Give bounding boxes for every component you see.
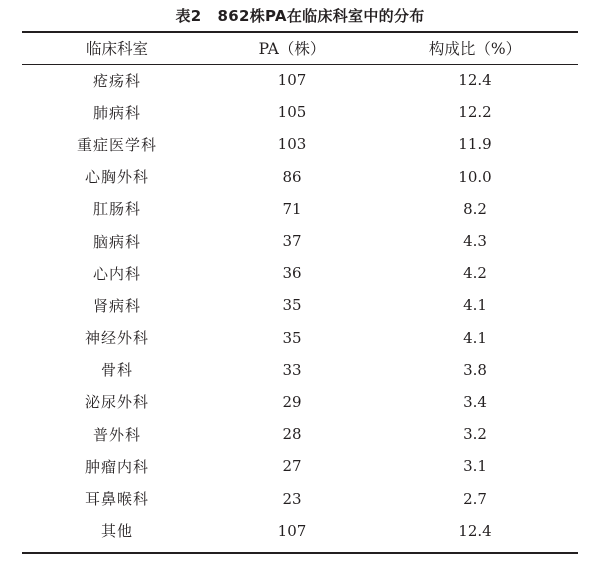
count-cell: 105 xyxy=(277,103,307,122)
table-row xyxy=(22,161,578,193)
ratio-cell: 2.7 xyxy=(463,489,487,508)
table-row xyxy=(22,193,578,225)
ratio-cell: 4.1 xyxy=(463,296,487,315)
department-cell: 普外科 xyxy=(92,425,141,444)
count-cell: 36 xyxy=(282,264,302,283)
count-cell: 27 xyxy=(282,457,302,476)
department-cell: 其他 xyxy=(100,522,133,541)
table-row xyxy=(22,482,578,514)
ratio-cell: 10.0 xyxy=(458,167,492,186)
ratio-cell: 4.2 xyxy=(463,264,487,283)
count-cell: 37 xyxy=(282,232,302,251)
bottom-rule xyxy=(22,552,578,554)
count-cell: 71 xyxy=(282,199,302,218)
count-cell: 28 xyxy=(282,425,302,444)
table-row xyxy=(22,515,578,547)
table-row xyxy=(22,225,578,257)
count-cell: 33 xyxy=(282,360,302,379)
department-cell: 肛肠科 xyxy=(92,200,141,219)
distribution-table xyxy=(22,32,578,547)
count-cell: 23 xyxy=(282,489,302,508)
header-ratio: 构成比（%） xyxy=(428,40,522,58)
department-cell: 神经外科 xyxy=(84,329,149,348)
department-cell: 心胸外科 xyxy=(84,168,149,187)
ratio-cell: 3.2 xyxy=(463,425,487,444)
table-row xyxy=(22,289,578,321)
table-row xyxy=(22,257,578,289)
department-cell: 肿瘤内科 xyxy=(84,457,149,476)
department-cell: 耳鼻喉科 xyxy=(84,490,149,509)
table-row xyxy=(22,96,578,128)
count-cell: 35 xyxy=(282,328,302,347)
ratio-cell: 11.9 xyxy=(458,135,492,154)
table-row xyxy=(22,128,578,160)
count-cell: 35 xyxy=(282,296,302,315)
count-cell: 107 xyxy=(277,71,307,90)
ratio-cell: 4.3 xyxy=(463,232,487,251)
ratio-cell: 12.2 xyxy=(458,103,492,122)
ratio-cell: 4.1 xyxy=(463,328,487,347)
table-number: 表2 xyxy=(175,7,202,25)
department-cell: 泌尿外科 xyxy=(84,393,149,412)
department-cell: 疮疡科 xyxy=(92,71,141,90)
table-row xyxy=(22,386,578,418)
department-cell: 骨科 xyxy=(100,361,133,380)
table-caption xyxy=(0,5,600,27)
ratio-cell: 8.2 xyxy=(463,199,487,218)
header-department: 临床科室 xyxy=(85,40,148,58)
count-cell: 107 xyxy=(277,521,307,540)
department-cell: 脑病科 xyxy=(92,232,141,251)
table-row xyxy=(22,64,578,96)
count-cell: 86 xyxy=(282,167,302,186)
table-row xyxy=(22,354,578,386)
ratio-cell: 12.4 xyxy=(458,71,492,90)
department-cell: 肾病科 xyxy=(92,296,141,315)
table-title: 862株PA在临床科室中的分布 xyxy=(217,7,425,25)
ratio-cell: 3.4 xyxy=(463,392,487,411)
table-row xyxy=(22,418,578,450)
table-body xyxy=(22,64,578,547)
count-cell: 103 xyxy=(277,135,307,154)
ratio-cell: 3.1 xyxy=(463,457,487,476)
ratio-cell: 12.4 xyxy=(458,521,492,540)
count-cell: 29 xyxy=(282,392,302,411)
department-cell: 肺病科 xyxy=(92,103,141,122)
header-row xyxy=(22,32,578,64)
department-cell: 心内科 xyxy=(92,264,141,283)
header-count: PA（株） xyxy=(258,40,326,58)
ratio-cell: 3.8 xyxy=(463,360,487,379)
table-row xyxy=(22,322,578,354)
table-row xyxy=(22,450,578,482)
department-cell: 重症医学科 xyxy=(76,135,157,154)
